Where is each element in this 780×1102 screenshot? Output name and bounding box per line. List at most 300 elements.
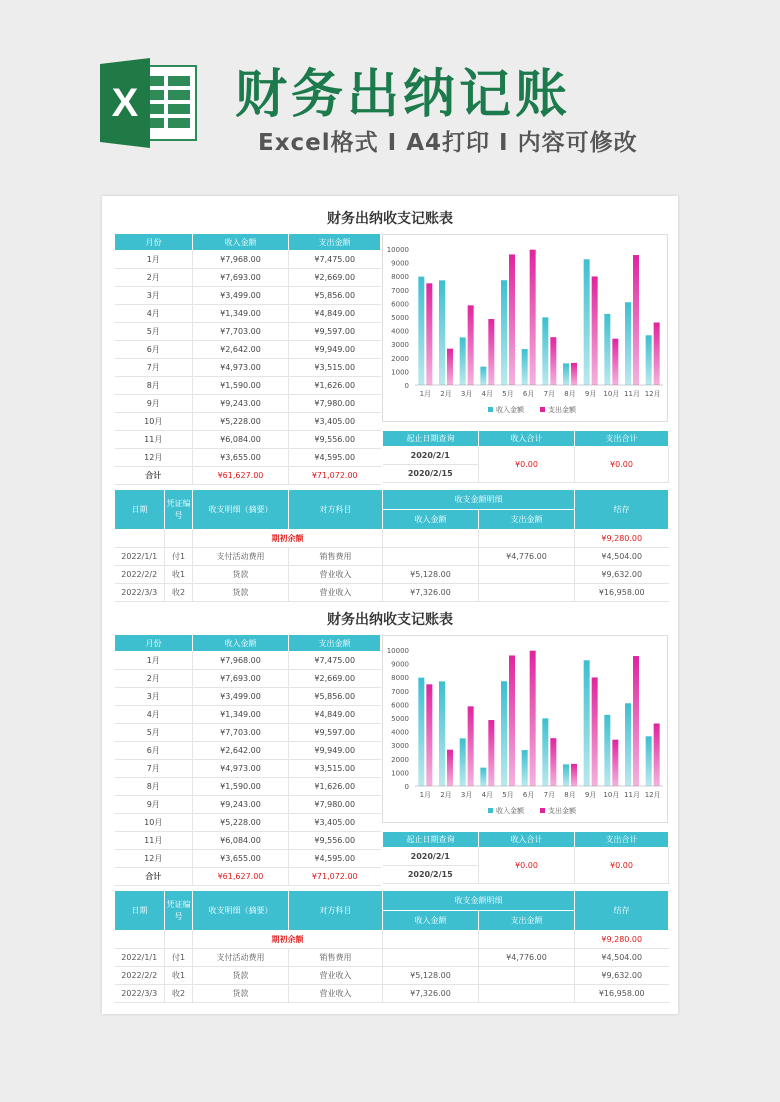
expense-bar [488,720,494,786]
expense-bar [550,738,556,786]
y-tick-label: 7000 [391,687,409,696]
legend-expense-swatch [540,407,545,412]
ledger-block-2 [102,597,678,1003]
income-bar [646,335,652,385]
x-tick-label: 4月 [481,791,494,799]
table-row [115,724,381,742]
balance-cell: ¥16,958.00 [575,584,669,602]
x-tick-label: 6月 [522,390,535,398]
table-row [115,688,381,706]
expense-bar [550,337,556,385]
y-tick-label: 6000 [391,300,409,309]
income-bar [522,750,528,786]
col-header-description: 收支明细（摘要） [193,891,289,931]
x-tick-label: 2月 [440,791,452,799]
query-income-total: ¥0.00 [479,848,575,884]
col-header-income: 收入金额 [193,635,289,652]
col-header-amount-detail: 收支金额明细 [383,490,575,510]
y-tick-label: 0 [404,382,409,390]
description-cell: 货款 [193,584,289,602]
expense-cell: ¥4,595.00 [289,850,381,868]
bar-chart [382,234,668,422]
table-row [115,949,669,967]
income-amount-cell [383,949,479,967]
expense-cell: ¥9,949.00 [289,742,381,760]
x-tick-label: 5月 [502,791,514,799]
col-header-expense: 支出金额 [289,234,381,251]
table-row [115,341,381,359]
month-cell: 7月 [115,760,193,778]
date-query-table [382,430,669,483]
y-tick-label: 4000 [391,728,409,737]
expense-bar [468,706,474,786]
x-tick-label: 3月 [460,791,473,799]
balance-cell: ¥9,632.00 [575,967,669,985]
table-row [115,814,381,832]
table-row [115,760,381,778]
y-tick-label: 3000 [391,742,409,751]
income-bar [522,349,528,385]
opening-balance-label: 期初余额 [193,931,383,949]
income-cell: ¥1,590.00 [193,377,289,395]
table-row [115,796,381,814]
expense-cell: ¥2,669.00 [289,269,381,287]
expense-bar [468,305,474,385]
table-row [115,652,381,670]
voucher-cell: 收2 [165,985,193,1003]
page-subtitle: Excel格式 Ⅰ A4打印 Ⅰ 内容可修改 [258,130,638,156]
y-tick-label: 3000 [391,341,409,350]
table-row [115,251,381,269]
income-bar [460,337,466,385]
y-tick-label: 2000 [391,755,409,764]
y-tick-label: 4000 [391,327,409,336]
table-row [115,287,381,305]
income-cell: ¥7,968.00 [193,652,289,670]
query-income-total: ¥0.00 [479,447,575,483]
income-cell: ¥3,499.00 [193,287,289,305]
income-bar [542,317,548,385]
opening-balance-value: ¥9,280.00 [575,931,669,949]
table-row [115,566,669,584]
month-cell: 12月 [115,449,193,467]
expense-cell: ¥3,515.00 [289,760,381,778]
income-bar [460,738,466,786]
expense-cell: ¥9,556.00 [289,832,381,850]
account-cell: 营业收入 [289,985,383,1003]
income-cell: ¥5,228.00 [193,814,289,832]
month-cell: 5月 [115,323,193,341]
table-row [115,395,381,413]
y-tick-label: 10000 [386,647,409,655]
total-row [115,467,381,485]
description-cell: 货款 [193,985,289,1003]
date-cell: 2022/1/1 [115,548,165,566]
income-bar [418,678,424,786]
x-tick-label: 8月 [564,390,576,398]
y-tick-label: 8000 [391,273,409,282]
y-tick-label: 10000 [386,246,409,254]
table-row [115,305,381,323]
table-row [115,449,381,467]
income-cell: ¥1,349.00 [193,305,289,323]
col-header-income-total: 收入合计 [479,832,575,848]
legend-income-swatch [488,407,493,412]
expense-cell: ¥1,626.00 [289,377,381,395]
expense-bar [612,339,618,385]
voucher-cell: 付1 [165,949,193,967]
x-tick-label: 8月 [564,791,576,799]
month-cell: 5月 [115,724,193,742]
expense-cell: ¥9,556.00 [289,431,381,449]
total-row [115,868,381,886]
y-tick-label: 5000 [391,314,409,322]
col-header-balance: 结存 [575,891,669,931]
table-row [115,413,381,431]
expense-bar [654,323,660,385]
expense-bar [612,740,618,786]
month-cell: 9月 [115,395,193,413]
income-amount-cell: ¥5,128.00 [383,566,479,584]
date-cell: 2022/3/3 [115,985,165,1003]
x-tick-label: 11月 [624,390,640,398]
bar-chart-svg [383,636,669,824]
income-bar [604,314,610,385]
month-cell: 6月 [115,341,193,359]
col-header-account: 对方科目 [289,490,383,530]
income-cell: ¥9,243.00 [193,395,289,413]
expense-bar [530,250,536,385]
total-income: ¥61,627.00 [193,868,289,886]
ledger-block-1 [102,196,678,602]
income-bar [563,764,569,786]
col-header-expense-amount: 支出金额 [479,510,575,530]
table-row [115,359,381,377]
voucher-cell: 付1 [165,548,193,566]
col-header-expense-total: 支出合计 [575,431,669,447]
total-expense: ¥71,072.00 [289,868,381,886]
income-bar [542,718,548,786]
expense-cell: ¥5,856.00 [289,287,381,305]
col-header-income-total: 收入合计 [479,431,575,447]
total-label: 合计 [115,868,193,886]
x-tick-label: 7月 [543,390,556,398]
account-cell: 营业收入 [289,584,383,602]
income-cell: ¥3,655.00 [193,850,289,868]
x-tick-label: 12月 [644,390,661,398]
income-cell: ¥4,973.00 [193,359,289,377]
y-tick-label: 9000 [391,660,409,669]
expense-amount-cell: ¥4,776.00 [479,949,575,967]
col-header-month: 月份 [115,234,193,251]
query-expense-total: ¥0.00 [575,447,669,483]
income-cell: ¥3,655.00 [193,449,289,467]
month-cell: 3月 [115,287,193,305]
expense-amount-cell [479,566,575,584]
col-header-date: 日期 [115,891,165,931]
voucher-cell: 收2 [165,584,193,602]
query-start-date[interactable]: 2020/2/1 [383,447,479,465]
query-end-date[interactable]: 2020/2/15 [383,465,479,483]
table-row [115,670,381,688]
income-bar [480,768,486,786]
income-cell: ¥7,693.00 [193,269,289,287]
account-cell: 销售费用 [289,949,383,967]
month-cell: 1月 [115,251,193,269]
income-bar [418,277,424,385]
col-header-income-amount: 收入金额 [383,510,479,530]
income-cell: ¥2,642.00 [193,341,289,359]
income-cell: ¥5,228.00 [193,413,289,431]
income-bar [646,736,652,786]
table-row [115,323,381,341]
query-start-date[interactable]: 2020/2/1 [383,848,479,866]
opening-balance-label: 期初余额 [193,530,383,548]
col-header-account: 对方科目 [289,891,383,931]
month-cell: 8月 [115,778,193,796]
col-header-expense-amount: 支出金额 [479,911,575,931]
total-expense: ¥71,072.00 [289,467,381,485]
month-cell: 2月 [115,269,193,287]
month-cell: 3月 [115,688,193,706]
date-query-table [382,831,669,884]
col-header-income-amount: 收入金额 [383,911,479,931]
income-cell: ¥6,084.00 [193,832,289,850]
income-bar [584,660,590,786]
month-cell: 10月 [115,413,193,431]
income-cell: ¥6,084.00 [193,431,289,449]
expense-cell: ¥7,475.00 [289,251,381,269]
table-row [115,742,381,760]
expense-cell: ¥4,595.00 [289,449,381,467]
balance-cell: ¥4,504.00 [575,548,669,566]
query-expense-total: ¥0.00 [575,848,669,884]
month-cell: 11月 [115,832,193,850]
logo-letter: X [111,81,139,125]
income-cell: ¥1,590.00 [193,778,289,796]
opening-balance-value: ¥9,280.00 [575,530,669,548]
y-tick-label: 7000 [391,286,409,295]
y-tick-label: 2000 [391,354,409,363]
opening-balance-row [115,931,669,949]
expense-cell: ¥4,849.00 [289,706,381,724]
expense-bar [426,684,432,786]
month-cell: 11月 [115,431,193,449]
x-tick-label: 5月 [502,390,514,398]
x-tick-label: 10月 [603,791,620,799]
x-tick-label: 6月 [522,791,535,799]
account-cell: 销售费用 [289,548,383,566]
table-row [115,778,381,796]
income-bar [625,302,631,385]
table-row [115,832,381,850]
excel-logo-icon [98,58,200,148]
expense-bar [447,750,453,786]
income-bar [439,681,445,786]
col-header-date: 日期 [115,490,165,530]
income-amount-cell: ¥7,326.00 [383,584,479,602]
x-tick-label: 4月 [481,390,494,398]
description-cell: 货款 [193,566,289,584]
x-tick-label: 2月 [440,390,452,398]
table-row [115,548,669,566]
col-header-expense: 支出金额 [289,635,381,652]
expense-amount-cell: ¥4,776.00 [479,548,575,566]
y-tick-label: 9000 [391,259,409,268]
income-bar [501,681,507,786]
col-header-month: 月份 [115,635,193,652]
col-header-expense-total: 支出合计 [575,832,669,848]
income-bar [480,367,486,385]
income-cell: ¥7,968.00 [193,251,289,269]
income-cell: ¥7,703.00 [193,724,289,742]
expense-cell: ¥7,980.00 [289,395,381,413]
income-cell: ¥4,973.00 [193,760,289,778]
expense-cell: ¥2,669.00 [289,670,381,688]
x-tick-label: 9月 [584,791,597,799]
table-row [115,967,669,985]
expense-cell: ¥9,949.00 [289,341,381,359]
account-cell: 营业收入 [289,566,383,584]
month-cell: 4月 [115,706,193,724]
expense-cell: ¥7,980.00 [289,796,381,814]
bar-chart [382,635,668,823]
table-row [115,985,669,1003]
y-tick-label: 6000 [391,701,409,710]
legend-income-label: 收入金额 [496,807,524,815]
income-amount-cell [383,548,479,566]
legend-income-swatch [488,808,493,813]
income-cell: ¥7,693.00 [193,670,289,688]
total-income: ¥61,627.00 [193,467,289,485]
income-bar [604,715,610,786]
income-amount-cell: ¥7,326.00 [383,985,479,1003]
monthly-summary-table [114,634,381,886]
expense-cell: ¥3,405.00 [289,413,381,431]
legend-expense-label: 支出金额 [548,807,576,815]
expense-cell: ¥1,626.00 [289,778,381,796]
income-cell: ¥7,703.00 [193,323,289,341]
description-cell: 支付活动费用 [193,949,289,967]
sheet-title: 财务出纳收支记账表 [327,612,453,628]
expense-cell: ¥3,515.00 [289,359,381,377]
legend-expense-swatch [540,808,545,813]
table-row [115,850,381,868]
ledger-table [114,890,669,1003]
legend-expense-label: 支出金额 [548,406,576,414]
date-cell: 2022/2/2 [115,566,165,584]
income-amount-cell: ¥5,128.00 [383,967,479,985]
month-cell: 2月 [115,670,193,688]
col-header-voucher: 凭证编号 [165,891,193,931]
month-cell: 9月 [115,796,193,814]
total-label: 合计 [115,467,193,485]
monthly-summary-table [114,233,381,485]
sheet-title: 财务出纳收支记账表 [327,211,453,227]
y-tick-label: 5000 [391,715,409,723]
col-header-amount-detail: 收支金额明细 [383,891,575,911]
income-cell: ¥3,499.00 [193,688,289,706]
expense-bar [633,255,639,385]
y-tick-label: 1000 [391,769,409,778]
expense-bar [571,764,577,786]
description-cell: 支付活动费用 [193,548,289,566]
col-header-income: 收入金额 [193,234,289,251]
expense-bar [488,319,494,385]
expense-cell: ¥9,597.00 [289,323,381,341]
y-tick-label: 8000 [391,674,409,683]
col-header-balance: 结存 [575,490,669,530]
col-header-description: 收支明细（摘要） [193,490,289,530]
month-cell: 6月 [115,742,193,760]
x-tick-label: 9月 [584,390,597,398]
bar-chart-svg [383,235,669,423]
income-cell: ¥9,243.00 [193,796,289,814]
date-cell: 2022/3/3 [115,584,165,602]
x-tick-label: 11月 [624,791,640,799]
page-title: 财务出纳记账 [235,65,572,125]
expense-amount-cell [479,985,575,1003]
table-row [115,269,381,287]
expense-cell: ¥3,405.00 [289,814,381,832]
query-end-date[interactable]: 2020/2/15 [383,866,479,884]
expense-cell: ¥5,856.00 [289,688,381,706]
col-header-date-range: 起止日期查询 [383,431,479,447]
month-cell: 7月 [115,359,193,377]
expense-bar [447,349,453,385]
x-tick-label: 7月 [543,791,556,799]
table-row [115,377,381,395]
x-tick-label: 10月 [603,390,620,398]
date-cell: 2022/1/1 [115,949,165,967]
expense-cell: ¥9,597.00 [289,724,381,742]
expense-bar [592,677,598,786]
income-bar [439,280,445,385]
description-cell: 货款 [193,967,289,985]
income-bar [563,363,569,385]
x-tick-label: 1月 [419,390,432,398]
expense-bar [592,276,598,385]
month-cell: 8月 [115,377,193,395]
y-tick-label: 0 [404,783,409,791]
balance-cell: ¥16,958.00 [575,985,669,1003]
expense-bar [633,656,639,786]
month-cell: 10月 [115,814,193,832]
income-bar [625,703,631,786]
ledger-table [114,489,669,602]
account-cell: 营业收入 [289,967,383,985]
expense-bar [426,283,432,385]
expense-amount-cell [479,967,575,985]
legend-income-label: 收入金额 [496,406,524,414]
expense-cell: ¥7,475.00 [289,652,381,670]
balance-cell: ¥4,504.00 [575,949,669,967]
month-cell: 1月 [115,652,193,670]
header [0,0,780,190]
balance-cell: ¥9,632.00 [575,566,669,584]
income-cell: ¥1,349.00 [193,706,289,724]
spreadsheet-preview [102,196,678,1014]
expense-bar [530,651,536,786]
x-tick-label: 1月 [419,791,432,799]
opening-balance-row [115,530,669,548]
expense-bar [571,363,577,385]
y-tick-label: 1000 [391,368,409,377]
income-bar [501,280,507,385]
income-bar [584,259,590,385]
x-tick-label: 12月 [644,791,661,799]
date-cell: 2022/2/2 [115,967,165,985]
